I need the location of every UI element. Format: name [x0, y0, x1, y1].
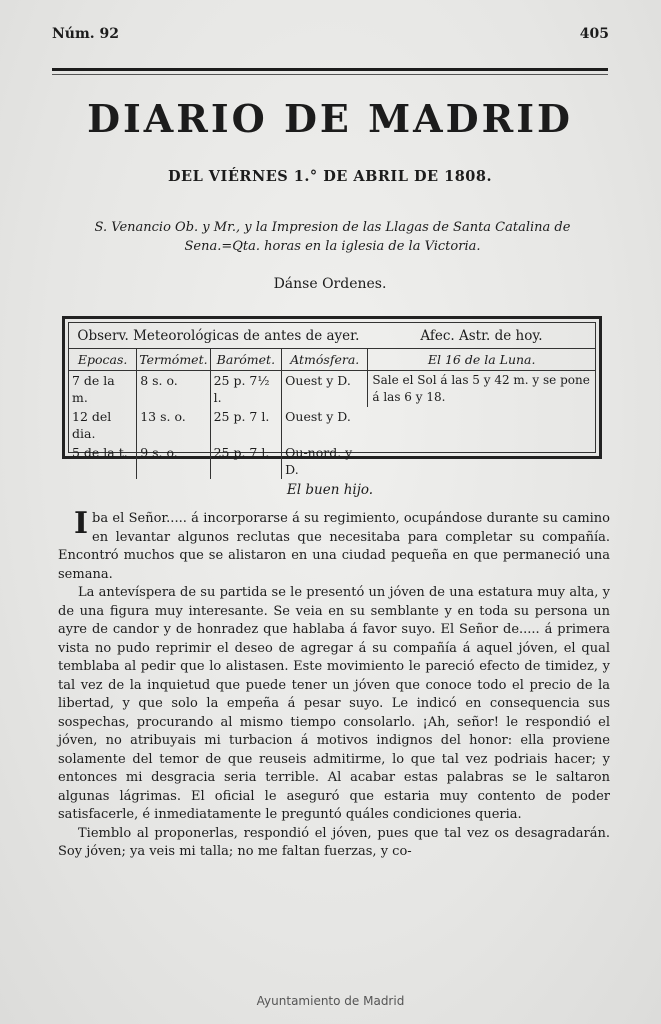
footer-credit: Ayuntamiento de Madrid: [256, 994, 405, 1008]
orders-notice: Dánse Ordenes.: [273, 276, 387, 292]
meteo-col-atmosfera: Atmósfera.: [282, 349, 368, 371]
header-rule: [52, 68, 608, 71]
cell-epoca: 12 del dia.: [69, 407, 137, 443]
story-paragraph: Tiemblo al proponerlas, respondió el jóven, pues que tal vez os desagradarán. Soy jóven; ya veis mi talla; no me faltan fuerzas, y co-: [58, 825, 610, 859]
cell-termo: 13 s. o.: [137, 407, 210, 443]
story-paragraph-text: ba el Señor..... á incorporarse á su regimiento, ocupándose durante su camino en levantar algunos reclutas que necesitaba para completar su compañía. Encontró muchos que se alistaron en una ciudad pequeña en que permaneció una semana.: [58, 511, 610, 582]
masthead: DIARIO DE MADRID: [87, 96, 573, 141]
header-rule-thin: [52, 74, 608, 75]
cell-baro: 25 p. 7½ l.: [210, 371, 282, 408]
page-number: 405: [579, 26, 609, 42]
issue-number: Núm. 92: [52, 26, 120, 42]
story-title: El buen hijo.: [286, 482, 374, 498]
cell-baro: 25 p. 7 l.: [210, 443, 282, 479]
meteorological-table: [62, 316, 602, 477]
meteo-title-right: Afec. Astr. de hoy.: [368, 323, 595, 349]
cell-atmos: Ouest y D.: [282, 371, 368, 408]
table-row: [69, 371, 595, 408]
story-paragraph: [58, 506, 610, 584]
story-body: [58, 506, 610, 862]
meteo-col-epocas: Epocas.: [69, 349, 137, 371]
drop-cap: I: [74, 506, 89, 541]
meteo-title-left: Observ. Meteorológicas de antes de ayer.: [69, 323, 368, 349]
cell-epoca: 5 de la t.: [69, 443, 137, 479]
saints-of-the-day: S. Venancio Ob. y Mr., y la Impresion de las Llagas de Santa Catalina de Sena.=Qta. horas en la iglesia de la Victoria.: [94, 220, 571, 254]
cell-atmos: Ou-nord. y D.: [285, 445, 353, 477]
meteo-col-luna: El 16 de la Luna.: [368, 349, 595, 371]
meteo-col-barometro: Barómet.: [210, 349, 282, 371]
story-paragraph: La antevíspera de su partida se le presentó un jóven de una estatura muy alta, y de una figura muy interesante. Se veia en su semblante y en toda su persona un ayre de candor y de honradez que hablaba á favor suyo. El Señor de..... á primera vista no pudo reprimir el deseo de agregar á su compañía á aquel jóven, el qual temblaba al pedir que lo alistasen. Este movimiento le pareció efecto de timidez, y tal vez de la inquietud que puede tener un jóven que conoce todo el precio de la libertad, y que solo la empeña á pesar suyo. Le indicó en consequencia sus sospechas, procurando al mismo tiempo consolarlo. ¡Ah, señor! le respondió el jóven, no atribuyais mi turbacion á motivos indignos del honor: ella proviene solamente del temor de que reuseis admitirme, lo que tal vez podriais hacer; y entonces mi desgracia seria terrible. Al acabar estas palabras se le saltaron algunas lágrimas. El oficial le aseguró que estaria muy contento de poder satisfacerle, é inmediatamente le preguntó quáles condiciones queria.: [58, 585, 610, 822]
cell-baro: 25 p. 7 l.: [210, 407, 282, 443]
dateline: DEL VIÉRNES 1.° DE ABRIL DE 1808.: [167, 168, 493, 185]
cell-epoca: 7 de la m.: [69, 371, 137, 408]
cell-termo: 9 s. o.: [137, 443, 210, 479]
meteo-col-termometro: Termómet.: [137, 349, 210, 371]
cell-termo: 8 s. o.: [137, 371, 210, 408]
cell-atmos: Ouest y D.: [285, 409, 351, 424]
cell-luna: Sale el Sol á las 5 y 42 m. y se pone á las 6 y 18.: [372, 373, 590, 404]
